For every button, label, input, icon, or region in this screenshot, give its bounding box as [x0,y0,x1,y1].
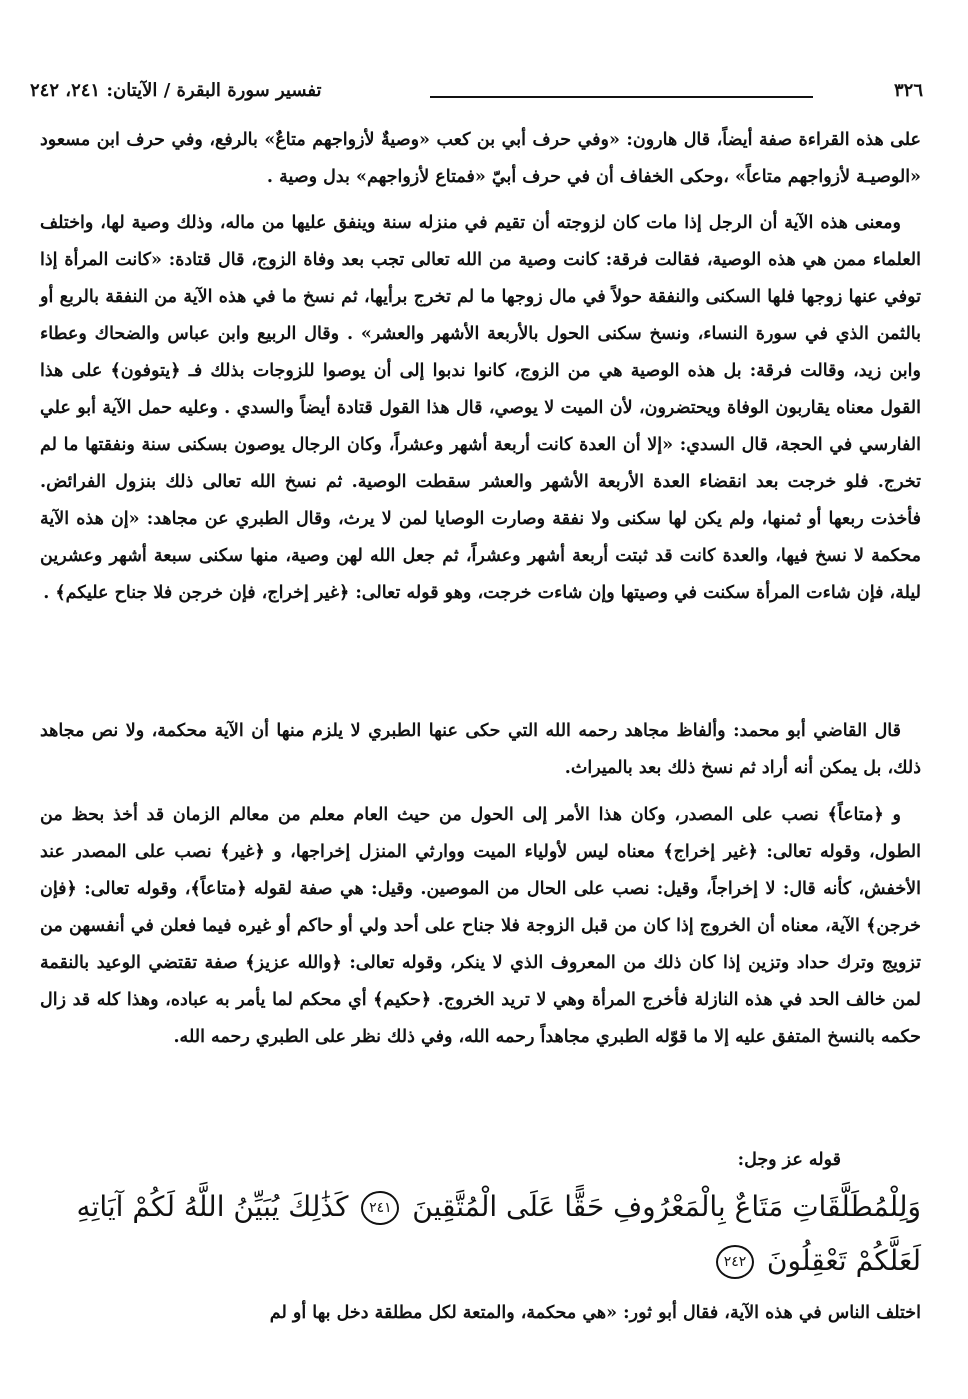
ayah-number-242: ٢٤٢ [716,1245,754,1279]
paragraph-4: و ﴿متاعاً﴾ نصب على المصدر، وكان هذا الأمر إلى الحول من حيث العام معلم من معالم الزمان قد أخذ بحظ من الطول، وقوله تعالى: ﴿غير إخراج﴾ معناه ليس لأولياء الميت ووارثي المنزل إخراجها، و ﴿غير﴾ نصب على المصدر عند الأخفش، كأنه قال: لا إخراجاً، وقيل: نصب على الحال من الموصين. وقيل: هي صفة لقوله ﴿متاعاً﴾، وقوله تعالى: ﴿فإن خرجن﴾ الآية، معناه أن الخروج إذا كان من قبل الزوجة فلا جناح على أحد ولي أو حاكم أو غيره فيما فعلن في أنفسهن من تزويج وترك حداد وتزين إذا كان ذلك من المعروف الذي لا ينكر، وقوله تعالى: ﴿والله عزيز﴾ صفة تقتضي الوعيد بالنقمة لمن خالف الحد في هذه النازلة فأخرج المرأة وهي لا تريد الخروج. ﴿حكيم﴾ أي محكم لما يأمر به عباده، وهذا كله قد زال حكمه بالنسخ المتفق عليه إلا ما قوّله الطبري مجاهداً رحمه الله، وفي ذلك نظر على الطبري رحمه الله. [40,805,921,1047]
page-header [30,74,923,108]
verse-242-text-b: لَعَلَّكُمْ تَعْقِلُونَ [766,1244,921,1277]
verse-242-text-a: كَذَٰلِكَ يُبَيِّنُ اللَّهُ لَكُمْ آيَاتِهِ [76,1190,349,1223]
paragraph-last: اختلف الناس في هذه الآية، فقال أبو ثور: «هي محكمة، والمتعة لكل مطلقة دخل بها أو لم [269,1303,921,1323]
quran-verse [40,1180,921,1288]
page-number: ٣٢٦ [893,80,923,101]
running-title: تفسير سورة البقرة / الآيتان: ٢٤١، ٢٤٢ [30,80,322,101]
paragraph-3: قال القاضي أبو محمد: وألفاظ مجاهد رحمه الله التي حكى عنها الطبري لا يلزم منها أن الآية محكمة، ولا نص مجاهد ذلك، بل يمكن أنه أراد ثم نسخ ذلك بعد بالميراث. [40,721,921,778]
verse-241-text: وَلِلْمُطَلَّقَاتِ مَتَاعٌ بِالْمَعْرُوفِ حَقًّا عَلَى الْمُتَّقِينَ [412,1190,921,1223]
quran-line-2 [40,1234,921,1288]
ayah-number-241: ٢٤١ [361,1191,399,1225]
paragraph-1: على هذه القراءة صفة أيضاً، قال هارون: «وفي حرف أبي بن كعب «وصيةٌ لأزواجهم متاعٌ» بالرفع، وفي حرف ابن مسعود «الوصيـة لأزواجهم متاعاً» ،وحكى الخفاف أن في حرف أبيّ «فمتاع لأزواجهم» بدل وصية . [40,130,921,187]
verse-intro: قوله عز وجل: [737,1150,841,1170]
paragraph-2: ومعنى هذه الآية أن الرجل إذا مات كان لزوجته أن تقيم في منزله سنة وينفق عليها من ماله، وذلك وصية لها، واختلف العلماء ممن هي هذه الوصية، فقالت فرقة: كانت وصية من الله تعالى تجب بعد وفاة الزوج، قال قتادة: «كانت المرأة إذا توفي عنها زوجها فلها السكنى والنفقة حولاً في مال زوجها ما لم تخرج برأيها، ثم نسخ ما في هذه الآية من النفقة بالربع أو بالثمن الذي في سورة النساء، ونسخ سكنى الحول بالأربعة الأشهر والعشر» . وقال الربيع وابن عباس والضحاك وعطاء وابن زيد، وقالت فرقة: بل هذه الوصية هي من الزوج، كانوا ندبوا إلى أن يوصوا للزوجات بذلك فـ ﴿يتوفون﴾ على هذا القول معناه يقاربون الوفاة ويحتضرون، لأن الميت لا يوصي، قال هذا القول قتادة أيضاً والسدي . وعليه حمل الآية أبو علي الفارسي في الحجة، قال السدي: «إلا أن العدة كانت أربعة أشهر وعشراً، وكان الرجال يوصون بسكنى سنة ونفقتها ما لم تخرج. فلو خرجت بعد انقضاء العدة الأربعة الأشهر والعشر سقطت الوصية. ثم نسخ الله تعالى ذلك بنزول الفرائض. فأخذت ربعها أو ثمنها، ولم يكن لها سكنى ولا نفقة وصارت الوصايا لمن لا يرث، وقال الطبري عن مجاهد: «إن هذه الآية محكمة لا نسخ فيها، والعدة كانت قد ثبتت أربعة أشهر وعشراً، ثم جعل الله لهن وصية، منها سكنى سبعة أشهر وعشرين ليلة، فإن شاءت المرأة سكنت في وصيتها وإن شاءت خرجت، وهو قوله تعالى: ﴿غير إخراج، فإن خرجن فلا جناح عليكم﴾ . [40,213,921,603]
quran-line-1 [40,1180,921,1234]
header-rule [430,96,813,98]
